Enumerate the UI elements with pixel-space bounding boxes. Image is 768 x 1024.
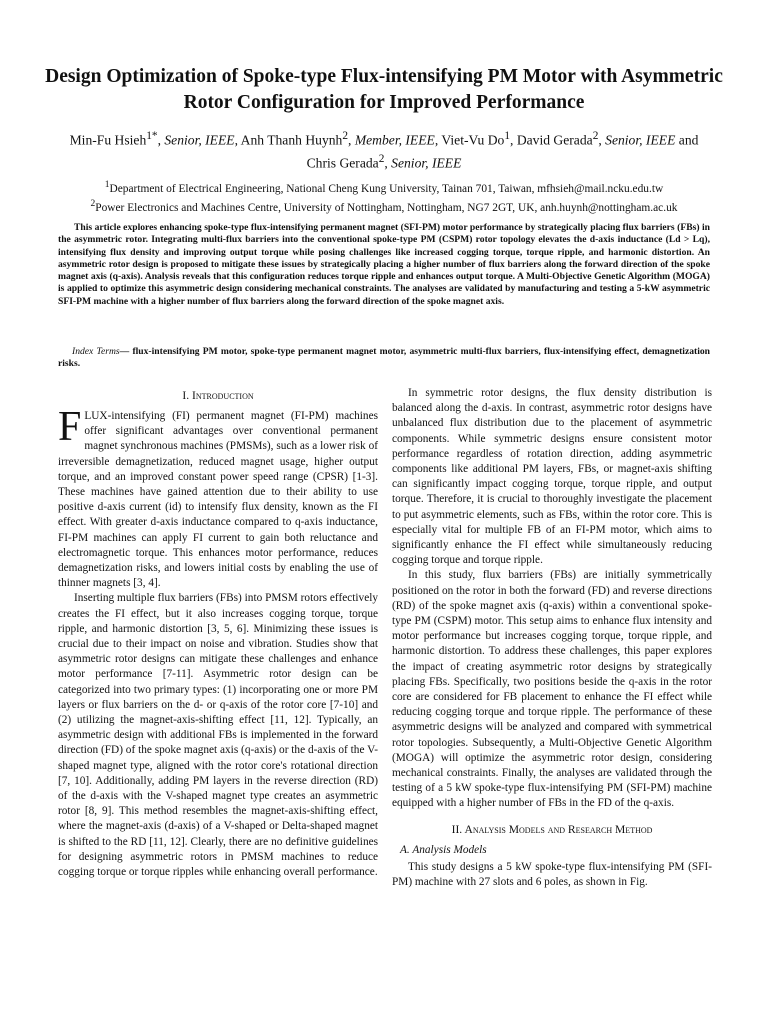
- body-paragraph: In symmetric rotor designs, the flux density distribution is balanced along the d-axis. In contrast, asymmetric rotor designs have unbalanced flux distribution due to the placement of asymmetric components. While symmetric designs ensure consistent motor performance regardless of rotation direction, adding asymmetric components like additional PM layers, FBs, or magnet-axis shifting can significantly impact cogging torque, torque ripple, and output torque. Therefore, it is crucial to thoroughly investigate the placement to put asymmetric elements, such as FBs, within the rotor core. This is especially vital for multiple FB of an FI-PM motor, which aims to significantly enhance the FI effect while simultaneously reducing cogging torque and torque ripple.: [392, 387, 712, 567]
- section-heading: II. Analysis Models and Research Method: [451, 822, 653, 836]
- right-column: [392, 386, 712, 890]
- left-column: [58, 386, 378, 880]
- author-membership: Senior, IEEE: [164, 132, 235, 148]
- author-name: Chris Gerada: [306, 155, 379, 171]
- body-paragraph: Inserting multiple flux barriers (FBs) into PMSM rotors effectively creates the FI effect, but it also increases cogging torque, torque ripple, and harmonic distortion [3, 5, 6]. Minimizing these issues is crucial due to their impact on noise and vibration. Studies show that asymmetric rotor designs can mitigate these challenges and enhance motor performance [7-11]. Asymmetric rotor design can be categorized into two primary types: (1) incorporating one or more PM layers or flux barriers on the d- or q-axis of the rotor core [7-10] and (2) utilizing the magnet-axis-shifting effect [11, 12]. Typically, an asymmetric design with additional FBs is implemented in the forward direction (FD) of the spoke magnet axis (q-axis) or the d-axis of the V-shaped magnet type, aligned with the rotor core's rotational direction [7, 10]. Additionally, adding PM layers in the reverse direction (RD) of the d-axis with the V-shaped magnet type creates an asymmetric rotor [8, 9]. This method resembles the magnet-axis-shifting effect, where the magnet-axis (d-axis) of a V-shaped or Delta-shaped magnet is shifted to the RD [11, 12]. Clearly, there are no definitive guidelines for designing asymmetric rotors in PMSM machines to reduce cogging torque or torque ripples while enhancing overall performance.: [58, 592, 378, 879]
- affiliation-line: [40, 197, 728, 216]
- body-paragraph: [58, 404, 378, 591]
- affiliation-mark: 2: [90, 198, 96, 209]
- index-terms-label: Index Terms: [72, 346, 120, 357]
- author-affiliation-mark: 2: [342, 130, 349, 142]
- index-terms: [58, 346, 710, 371]
- affiliation-text: Department of Electrical Engineering, National Cheng Kung University, Tainan 701, Taiwan, mfhsieh@mail.ncku.edu.tw: [109, 182, 664, 195]
- author-name: Min-Fu Hsieh: [69, 132, 147, 148]
- author-list: Min-Fu Hsieh$^{1*}$, Senior, IEEE, Anh Thanh Huynh$^2$, Member, IEEE, Viet-Vu Do$^1$, David Gerada$^2$, Senior, IEEE and Chris Gerada$^2$, Senior, IEEE: [69, 130, 699, 171]
- affiliation-mark: 1: [104, 180, 110, 190]
- section-heading: I. Introduction: [182, 389, 254, 402]
- paragraph-text: LUX-intensifying (FI) permanent magnet (FI-PM) machines offer significant advantages over conventional permanent magnet synchronous machines (PMSMs), such as a lower risk of irreversible demagnetization, reduced magnet usage, higher output torque, and an improved constant power speed range (CPSR) [1-3]. These machines have gained attention due to their ability to use positive d-axis current (id) to intensify flux density, known as the FI effect. With greater d-axis inductance compared to q-axis inductance, FI-PM machines can apply FI current to gain both reluctance and electromagnetic torque. This enhances motor performance, reduces demagnetization risks, and lowers initial costs by enabling the use of thinner magnets [3, 4].: [58, 410, 378, 590]
- subsection-heading: A. Analysis Models: [400, 843, 487, 856]
- abstract: This article explores enhancing spoke-type flux-intensifying permanent magnet (SFI-PM) motor performance by strategically placing flux barriers (FBs) in the asymmetric rotor. Integrating multi-flux barriers into the conventional spoke-type PM (CSPM) rotor topology elevates the d-axis inductance (Ld > Lq), intensifying flux density and improving output torque while posing challenges like increased cogging torque, torque ripple, and harmonic distortion. An asymmetric rotor design is proposed to mitigate these issues by strategically placing a higher number of flux barriers along the forward direction of the spoke magnet axis (q-axis). Analysis reveals that this configuration reduces torque ripple and enhances output torque. A Multi-Objective Genetic Algorithm (MOGA) is applied to optimize this asymmetric design considering mechanical constraints. The analyses are validated by manufacturing and testing a 5-kW asymmetric SFI-PM machine with a higher number of flux barriers along the forward direction of the spoke magnet axis.: [58, 222, 710, 307]
- paper-title: Design Optimization of Spoke-type Flux-intensifying PM Motor with Asymmetric Rotor Configuration for Improved Performance: [45, 66, 723, 113]
- author-membership: Senior, IEEE: [391, 155, 462, 171]
- affiliation-line: [40, 178, 728, 197]
- author-name: Anh Thanh Huynh: [240, 132, 343, 148]
- index-terms-text: flux-intensifying PM motor, spoke-type permanent magnet motor, asymmetric multi-flux barriers, flux-intensifying effect, demagnetization risks.: [58, 346, 711, 370]
- drop-cap: F: [58, 404, 82, 450]
- body-paragraph: This study designs a 5 kW spoke-type flux-intensifying PM (SFI-PM) machine with 27 slots and 6 poles, as shown in Fig.: [392, 860, 712, 888]
- author-affiliation-mark: 2: [378, 152, 385, 165]
- affiliation-block: [40, 178, 728, 216]
- index-terms-dash: —: [119, 346, 133, 357]
- author-affiliation-mark: 1*: [146, 130, 158, 142]
- author-membership: Senior, IEEE: [605, 132, 676, 148]
- author-affiliation-mark: 1: [504, 130, 511, 142]
- author-name: Viet-Vu Do: [441, 132, 505, 148]
- affiliation-text: Power Electronics and Machines Centre, University of Nottingham, Nottingham, NG7 2GT, UK, anh.huynh@nottingham.ac.uk: [95, 201, 678, 214]
- author-affiliation-mark: 2: [592, 130, 599, 142]
- author-conjunction: and: [678, 132, 699, 148]
- body-paragraph: In this study, flux barriers (FBs) are initially symmetrically positioned on the rotor in both the forward (FD) and reverse directions (RD) of the spoke magnet axis (q-axis) within a conventional spoke-type PM (CSPM) motor. This setup aims to enhance flux intensity and motor performance but increases cogging torque, torque ripple, and harmonic distortion. To address these challenges, this paper explores the impact of creating asymmetric rotor designs by strategically placing FBs. Specifically, two positions beside the q-axis in the rotor core are considered for FB placement to enhance the FI effect while reducing cogging torque and torque ripple. The performance of these asymmetric designs will be analyzed and compared with symmetrical rotor topologies. Subsequently, a Multi-Objective Genetic Algorithm (MOGA) will optimize the asymmetric rotor design, considering mechanical constraints. Finally, the analyses are validated through the testing of a 5 kW spoke-type flux-intensifying PM (SFI-PM) machine equipped with a higher number of FBs in the FD of the q-axis.: [392, 569, 712, 810]
- author-membership: Member, IEEE: [354, 132, 435, 148]
- author-name: David Gerada: [516, 132, 593, 148]
